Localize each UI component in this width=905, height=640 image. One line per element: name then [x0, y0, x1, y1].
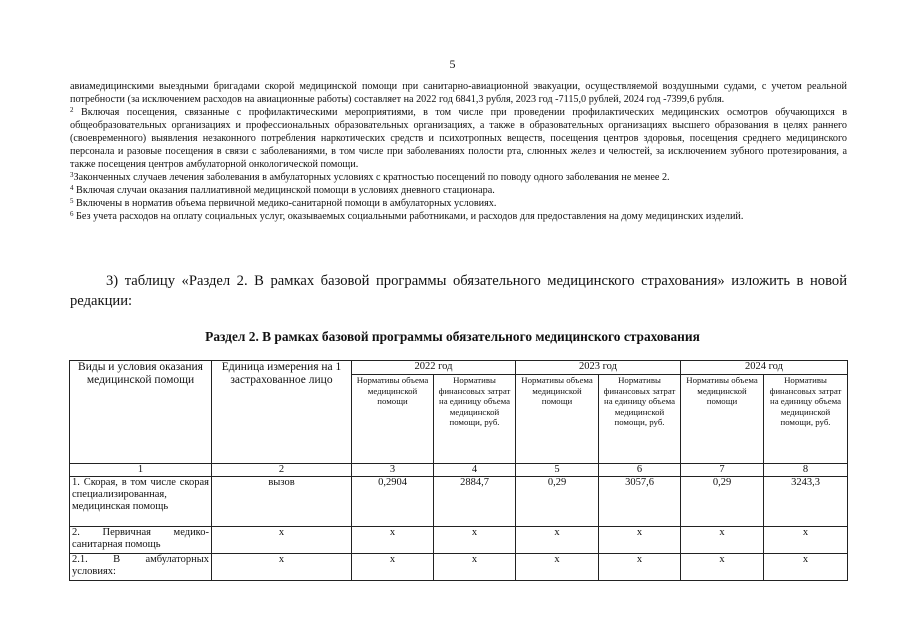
- column-number: 8: [764, 464, 848, 477]
- row-name: 1. Скорая, в том числе скорая специализированная, медицинская помощь: [70, 477, 212, 527]
- cell-value: х: [352, 527, 434, 554]
- cell-value: 0,2904: [352, 477, 434, 527]
- cell-value: х: [516, 527, 599, 554]
- footnote-6: $^6$ Без учета расходов на оплату социальных услуг, оказываемых социальными работниками, и расходов для предоставления на дому медицинских изделий.: [70, 210, 744, 222]
- footnote-3: $^3$Законченных случаев лечения заболевания в амбулаторных условиях с кратностью посещений по поводу одного заболевания не менее 2.: [70, 171, 670, 183]
- cell-value: 0,29: [516, 477, 599, 527]
- cell-value: х: [516, 554, 599, 581]
- row-name: 2. Первичная медико-санитарная помощь: [70, 527, 212, 554]
- cell-value: х: [434, 527, 516, 554]
- row-unit: х: [212, 554, 352, 581]
- header-volume-norm: Нормативы объема медицинской помощи: [516, 375, 599, 464]
- footnote-marker: 5: [70, 197, 74, 205]
- column-number: 3: [352, 464, 434, 477]
- header-row-1: [70, 361, 848, 375]
- header-volume-norm: Нормативы объема медицинской помощи: [681, 375, 764, 464]
- cell-value: х: [681, 527, 764, 554]
- row-unit: х: [212, 527, 352, 554]
- footnote-5: $^5$ Включены в норматив объема первичной медико-санитарной помощи в амбулаторных условиях.: [70, 197, 497, 209]
- column-number: 7: [681, 464, 764, 477]
- cell-value: 2884,7: [434, 477, 516, 527]
- header-unit: Единица измерения на 1 застрахованное лицо: [212, 361, 352, 464]
- row-name: 2.1. В амбулаторных условиях:: [70, 554, 212, 581]
- cell-value: х: [681, 554, 764, 581]
- column-number: 4: [434, 464, 516, 477]
- cell-value: х: [764, 554, 848, 581]
- page-number: 5: [449, 57, 456, 71]
- footnotes: [70, 80, 847, 223]
- header-finance-norm: Нормативы финансовых затрат на единицу объема медицинской помощи, руб.: [599, 375, 681, 464]
- table-row: [70, 477, 848, 527]
- footnote-marker: 2: [70, 106, 74, 114]
- column-numbers-row: [70, 464, 848, 477]
- header-finance-norm: Нормативы финансовых затрат на единицу объема медицинской помощи, руб.: [764, 375, 848, 464]
- table-row: [70, 554, 848, 581]
- cell-value: х: [599, 554, 681, 581]
- cell-value: х: [352, 554, 434, 581]
- body-paragraph: 3) таблицу «Раздел 2. В рамках базовой программы обязательного медицинского страхования» изложить в новой редакции:: [70, 273, 847, 309]
- footnote-marker: 3: [70, 171, 74, 179]
- cell-value: 3057,6: [599, 477, 681, 527]
- header-types: Виды и условия оказания медицинской помощи: [70, 361, 212, 464]
- section-title: Раздел 2. В рамках базовой программы обязательного медицинского страхования: [205, 329, 700, 344]
- cell-value: х: [599, 527, 681, 554]
- column-number: 5: [516, 464, 599, 477]
- footnote-marker: 6: [70, 210, 74, 218]
- header-year-2023: 2023 год: [516, 361, 681, 375]
- cell-value: 3243,3: [764, 477, 848, 527]
- column-number: 6: [599, 464, 681, 477]
- column-number: 2: [212, 464, 352, 477]
- table-row: [70, 527, 848, 554]
- cell-value: х: [434, 554, 516, 581]
- header-year-2022: 2022 год: [352, 361, 516, 375]
- footnote-4: $^4$ Включая случаи оказания паллиативной медицинской помощи в условиях дневного стационара.: [70, 184, 495, 196]
- header-finance-norm: Нормативы финансовых затрат на единицу объема медицинской помощи, руб.: [434, 375, 516, 464]
- norms-table: [69, 360, 848, 581]
- header-year-2024: 2024 год: [681, 361, 848, 375]
- footnote-marker: 4: [70, 184, 74, 192]
- cell-value: 0,29: [681, 477, 764, 527]
- footnote-2: $^2$ Включая посещения, связанные с профилактическими мероприятиями, в том числе при проведении профилактических медицинских осмотров обучающихся в общеобразовательных организациях и профессиональных образовательных организациях, а также в образовательных организациях высшего образования в целях раннего (своевременного) выявления незаконного потребления наркотических средств и психотропных веществ, посещения центров здоровья, посещения среднего медицинского персонала и разовые посещения в связи с заболеваниями, в том числе при заболеваниях полости рта, слюнных желез и челюстей, за исключением зубного протезирования, а также посещения центров амбулаторной онкологической помощи.: [70, 106, 847, 170]
- column-number: 1: [70, 464, 212, 477]
- cell-value: х: [764, 527, 848, 554]
- row-unit: вызов: [212, 477, 352, 527]
- footnote-continuation: авиамедицинскими выездными бригадами скорой медицинской помощи при санитарно-авиационной эвакуации, осуществляемой воздушными судами, с учетом реальной потребности (за исключением расходов на авиационные работы) составляет на 2022 год 6841,3 рубля, 2023 год -7115,0 рублей, 2024 год -7399,6 рубля.: [70, 81, 847, 105]
- header-volume-norm: Нормативы объема медицинской помощи: [352, 375, 434, 464]
